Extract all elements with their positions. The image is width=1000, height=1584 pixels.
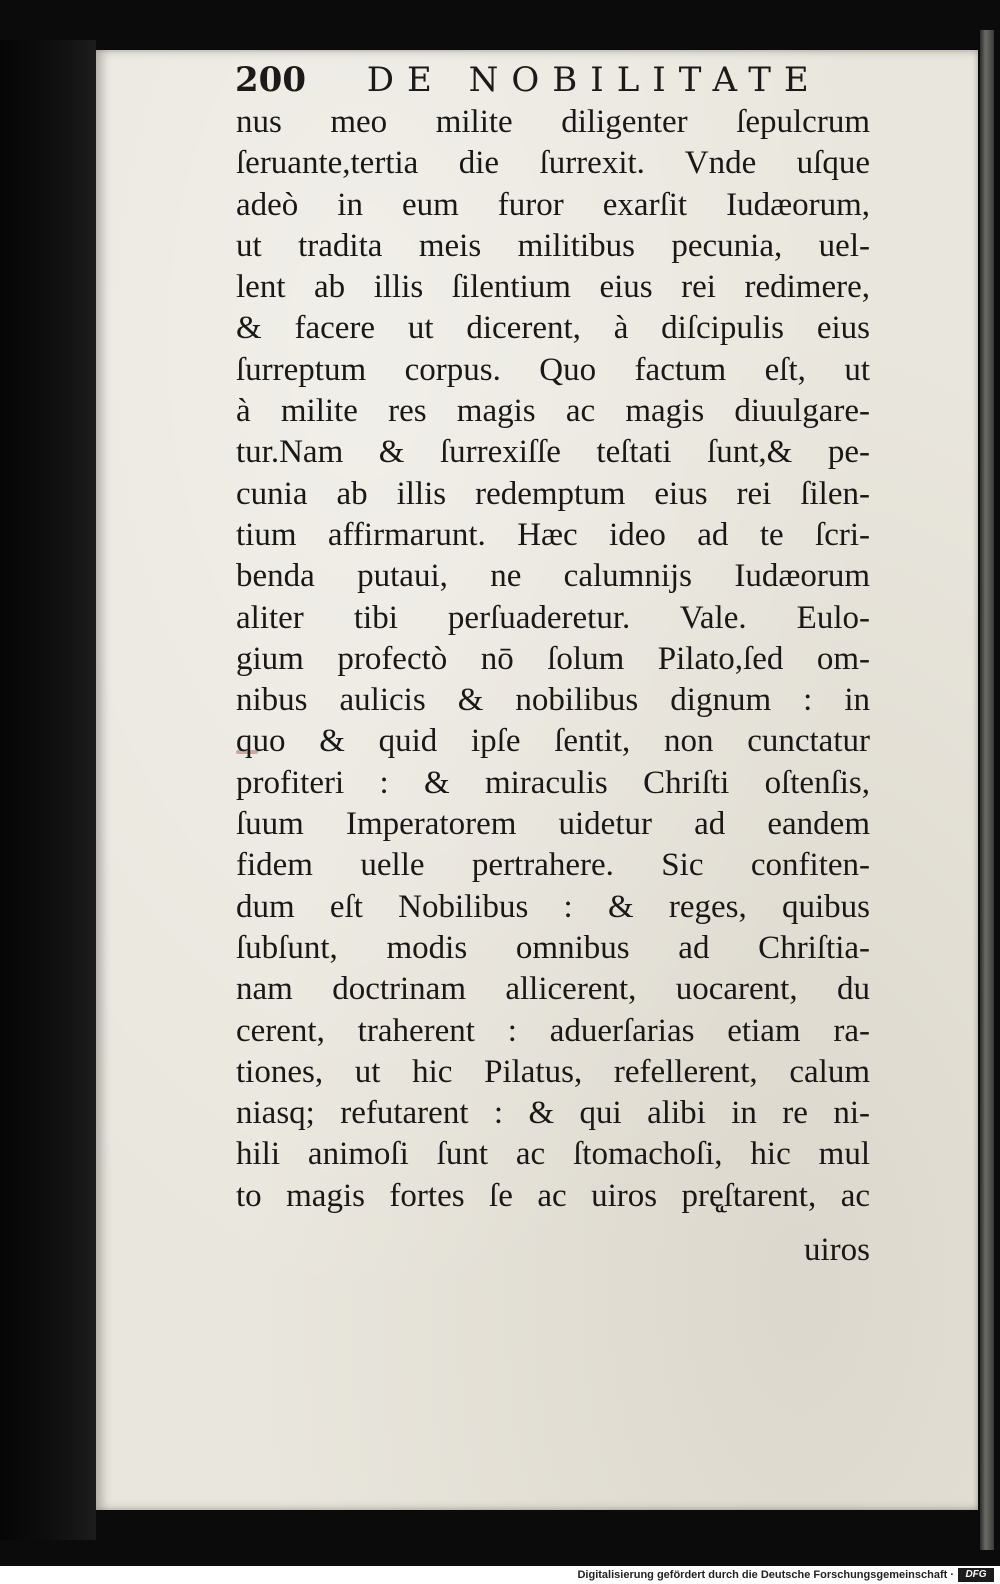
text-line: nam doctrinam allicerent, uocarent, du — [236, 971, 870, 1008]
text-line: fidem uelle pertrahere. Sic confiten- — [236, 847, 870, 884]
text-line: hili animoſi ſunt ac ſtomachoſi, hic mul — [236, 1136, 870, 1173]
text-line: cunia ab illis redemptum eius rei ſilen- — [236, 475, 870, 512]
running-title: DE NOBILITATE — [366, 60, 822, 100]
running-head — [235, 60, 875, 100]
body-text — [236, 102, 870, 1217]
page-stack-edge — [980, 30, 994, 1550]
catchword: uiros — [804, 1232, 870, 1268]
text-line: dum eſt Nobilibus : & reges, quibus — [236, 888, 870, 925]
text-line: nus meo milite diligenter ſepulcrum — [236, 104, 870, 140]
text-line: ſuum Imperatorem uidetur ad eandem — [236, 806, 870, 843]
book-binding-edge — [0, 40, 96, 1540]
dfg-logo-icon: DFG — [958, 1568, 994, 1582]
text-line: nibus aulicis & nobilibus dignum : in — [236, 682, 870, 719]
text-line: ſubſunt, modis omnibus ad Chriſtia- — [236, 929, 870, 966]
text-line: niasq; refutarent : & qui alibi in re ni- — [236, 1095, 870, 1132]
text-line: lent ab illis ſilentium eius rei redimere, — [236, 269, 870, 306]
text-line: quo & quid ipſe ſentit, non cunctatur — [236, 723, 870, 760]
text-line: & facere ut dicerent, à diſcipulis eius — [236, 310, 870, 347]
page-number: 200 — [235, 60, 306, 100]
text-line: ſeruante,tertia die ſurrexit. Vnde uſque — [236, 145, 870, 182]
text-line: aliter tibi perſuaderetur. Vale. Eulo- — [236, 599, 870, 636]
text-line: to magis fortes ſe ac uiros prę̨ſtarent, ac — [236, 1177, 870, 1214]
text-line: adeò in eum furor exarſit Iudæorum, — [236, 186, 870, 223]
text-line: ut tradita meis militibus pecunia, uel- — [236, 227, 870, 264]
text-line: benda putaui, ne calumnijs Iudæorum — [236, 558, 870, 595]
text-line: tium affirmarunt. Hæc ideo ad te ſcri- — [236, 516, 870, 553]
text-line: tiones, ut hic Pilatus, refellerent, calum — [236, 1053, 870, 1090]
text-line: ſurreptum corpus. Quo factum eſt, ut — [236, 351, 870, 388]
funding-credit: Digitalisierung gefördert durch die Deutsche Forschungsgemeinschaft · — [577, 1569, 954, 1581]
text-line: cerent, traherent : aduerſarias etiam ra- — [236, 1012, 870, 1049]
text-line: tur.Nam & ſurrexiſſe teſtati ſunt,& pe- — [236, 434, 870, 471]
text-line: gium profectò nō ſolum Pilato,ſed om- — [236, 640, 870, 677]
text-line: à milite res magis ac magis diuulgare- — [236, 393, 870, 430]
text-line: profiteri : & miraculis Chriſti oſtenſis, — [236, 764, 870, 801]
